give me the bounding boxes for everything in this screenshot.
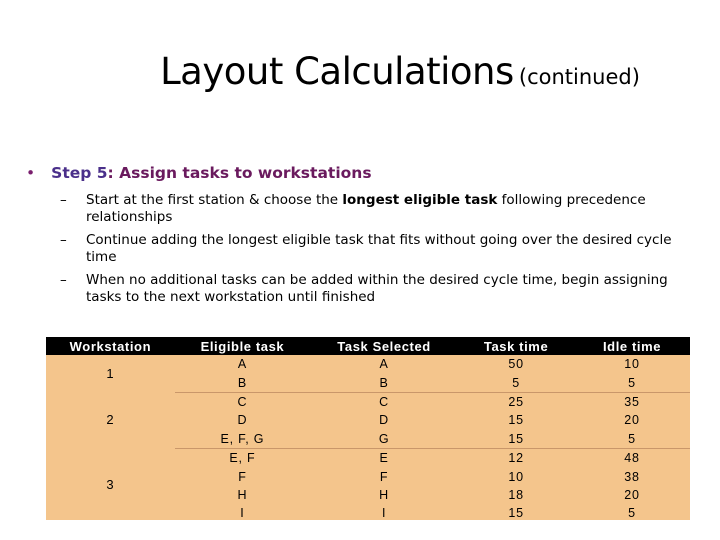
assignment-table: [46, 337, 690, 520]
step-bullet: [26, 164, 372, 182]
dash-marker: –: [60, 192, 67, 208]
selected-cell: I: [381, 506, 387, 521]
task-time-cell: 15: [508, 413, 524, 428]
selected-cell: H: [379, 487, 389, 502]
dash-marker: –: [60, 272, 67, 288]
idle-time-cell: 35: [624, 394, 640, 409]
eligible-cell: I: [240, 506, 245, 521]
idle-time-cell: 5: [574, 430, 690, 449]
step-text: : Assign tasks to workstations: [107, 164, 372, 182]
title-sub: (continued): [518, 65, 640, 89]
dash-marker: –: [60, 232, 67, 248]
idle-time-cell: 38: [624, 469, 640, 484]
task-time-cell: 50: [508, 357, 524, 372]
selected-cell: E: [379, 451, 389, 466]
eligible-cell: A: [237, 357, 247, 372]
task-time-cell: 10: [508, 469, 524, 484]
task-time-cell: 18: [508, 487, 524, 502]
sub-bullet-2-text: Continue adding the longest eligible task that fits without going over the desired cycle time: [86, 232, 672, 265]
selected-cell: A: [379, 357, 389, 372]
sub-bullet-list: [60, 192, 690, 312]
sub-bullet-text: [86, 192, 690, 226]
workstation-cell: 2: [106, 412, 115, 428]
eligible-cell: E, F: [229, 451, 256, 466]
eligible-cell: D: [237, 413, 248, 428]
task-time-cell: 25: [508, 394, 524, 409]
task-time-cell: 12: [508, 451, 524, 466]
task-time-cell: 15: [458, 430, 574, 449]
eligible-cell: F: [238, 469, 247, 484]
sub-bullet-3-text: When no additional tasks can be added within the desired cycle time, begin assigning tasks to the next workstation until finished: [86, 272, 668, 305]
selected-cell: F: [379, 469, 389, 484]
idle-time-cell: 5: [574, 373, 690, 392]
sub-bullet-2: [60, 232, 690, 266]
table-row: [46, 392, 690, 411]
eligible-cell: C: [237, 394, 248, 409]
title-main: Layout Calculations: [160, 50, 514, 93]
slide-title: [0, 50, 720, 93]
sub-bullet-1-post: following precedence relationships: [86, 192, 646, 225]
eligible-cell: E, F, G: [175, 430, 310, 449]
table-row: [46, 355, 690, 373]
selected-cell: C: [379, 394, 389, 409]
sub-bullet-1-emphasis: longest eligible task: [342, 192, 498, 208]
table-header-row: [46, 337, 690, 355]
header-task-selected: Task Selected: [310, 337, 458, 355]
selected-cell: D: [379, 413, 389, 428]
task-time-cell: 15: [508, 506, 524, 521]
selected-cell: B: [310, 373, 458, 392]
idle-time-cell: 5: [628, 506, 636, 521]
header-eligible-task: Eligible task: [175, 337, 310, 355]
step-label: Step 5: [51, 164, 108, 182]
eligible-cell: H: [237, 487, 248, 502]
idle-time-cell: 20: [624, 413, 640, 428]
task-time-cell: 5: [458, 373, 574, 392]
workstation-cell: 1: [106, 365, 115, 381]
idle-time-cell: 48: [624, 451, 640, 466]
sub-bullet-3: [60, 272, 690, 306]
workstation-cell: 3: [106, 477, 115, 493]
table-row: [46, 448, 690, 467]
idle-time-cell: 20: [624, 487, 640, 502]
sub-bullet-1-pre: Start at the first station & choose the: [86, 192, 343, 208]
bullet-marker: •: [26, 164, 36, 182]
idle-time-cell: 10: [624, 357, 640, 372]
header-workstation: Workstation: [46, 337, 175, 355]
sub-bullet-1: [60, 192, 690, 226]
header-task-time: Task time: [458, 337, 574, 355]
eligible-cell: B: [175, 373, 310, 392]
selected-cell: G: [310, 430, 458, 449]
header-idle-time: Idle time: [574, 337, 690, 355]
